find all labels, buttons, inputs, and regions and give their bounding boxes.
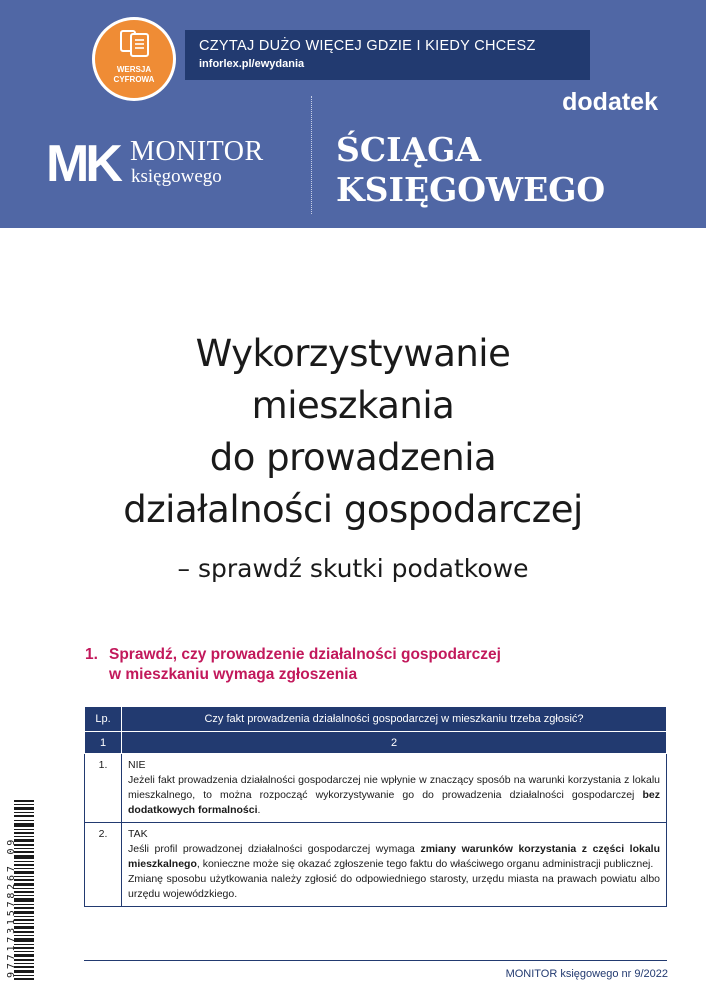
footer-issue: MONITOR księgowego nr 9/2022	[505, 968, 668, 980]
section-heading-line-2: w mieszkaniu wymaga zgłoszenia	[109, 666, 358, 683]
row-description-bold: bez dodatkowych formalności	[128, 789, 660, 816]
section-heading	[85, 645, 645, 685]
promo-headline: CZYTAJ DUŻO WIĘCEJ GDZIE I KIEDY CHCESZ	[199, 38, 536, 54]
header-divider	[311, 96, 312, 214]
row-description	[128, 773, 660, 818]
row-answer: NIE	[128, 759, 146, 771]
supplement-label: dodatek	[562, 88, 658, 116]
table-row	[85, 823, 667, 907]
notification-table	[84, 706, 667, 907]
row-answer: TAK	[128, 828, 148, 840]
row-description	[128, 842, 660, 872]
row-number: 1.	[85, 754, 122, 823]
footer-divider	[84, 960, 667, 961]
table-header-row	[85, 707, 667, 732]
column-header-lp: Lp.	[85, 707, 122, 732]
column-header-question: Czy fakt prowadzenia działalności gospodarczej w mieszkaniu trzeba zgłosić?	[122, 707, 667, 732]
row-description-text-2: , konieczne może się okazać zgłoszenie tego faktu do właściwego organu administracji publicznej.	[196, 858, 654, 870]
digital-edition-icon	[117, 29, 153, 59]
title-line-3: do prowadzenia	[209, 436, 497, 479]
section-heading-line-1: Sprawdź, czy prowadzenie działalności gospodarczej	[109, 646, 501, 663]
row-description-text: Jeżeli fakt prowadzenia działalności gospodarczej nie wpłynie w znaczący sposób na warunki korzystania z lokalu mieszkalnego, to można rozpocząć wykorzystywanie go do prowadzenia działalności gospodarczej	[128, 774, 660, 801]
barcode-digits: 9771731578267 09	[6, 836, 17, 978]
badge-line-1: WERSJA	[116, 65, 152, 74]
header-band	[0, 0, 706, 228]
badge-line-2: CYFROWA	[113, 75, 155, 84]
section-number: 1.	[85, 646, 98, 663]
row-description-bold: zmiany warunków korzystania z części lokalu mieszkalnego	[128, 843, 661, 870]
page-title	[0, 328, 706, 536]
supplement-title-line-2: KSIĘGOWEGO	[336, 170, 606, 209]
row-number: 2.	[85, 823, 122, 907]
column-index-2: 2	[122, 732, 667, 754]
table-index-row	[85, 732, 667, 754]
row-description-extra: Zmianę sposobu użytkowania należy zgłosić do odpowiedniego starosty, urzędu miasta na prawach powiatu albo urzędu wojewódzkiego.	[128, 873, 660, 900]
badge-label	[95, 65, 173, 85]
title-line-1: Wykorzystywanie	[195, 332, 511, 375]
row-description-text: Jeśli profil prowadzonej działalności gospodarczej wymaga	[128, 843, 421, 855]
page-subtitle: – sprawdź skutki podatkowe	[177, 554, 529, 583]
column-index-1: 1	[85, 732, 122, 754]
logo-mark-text: MK	[46, 135, 119, 189]
table-row	[85, 754, 667, 823]
logo-subtitle: księgowego	[131, 166, 222, 187]
row-content	[122, 754, 667, 823]
promo-url[interactable]: inforlex.pl/ewydania	[199, 58, 305, 70]
promo-bar[interactable]	[185, 30, 590, 80]
mk-logo-icon	[46, 133, 124, 189]
supplement-title-line-1: ŚCIĄGA	[336, 130, 481, 169]
title-line-4: działalności gospodarczej	[123, 488, 583, 531]
row-description-tail: .	[257, 804, 261, 816]
row-content	[122, 823, 667, 907]
digital-version-badge[interactable]	[92, 17, 176, 101]
title-line-2: mieszkania	[251, 384, 455, 427]
supplement-title	[336, 130, 605, 210]
logo-name: MONITOR	[130, 136, 264, 167]
